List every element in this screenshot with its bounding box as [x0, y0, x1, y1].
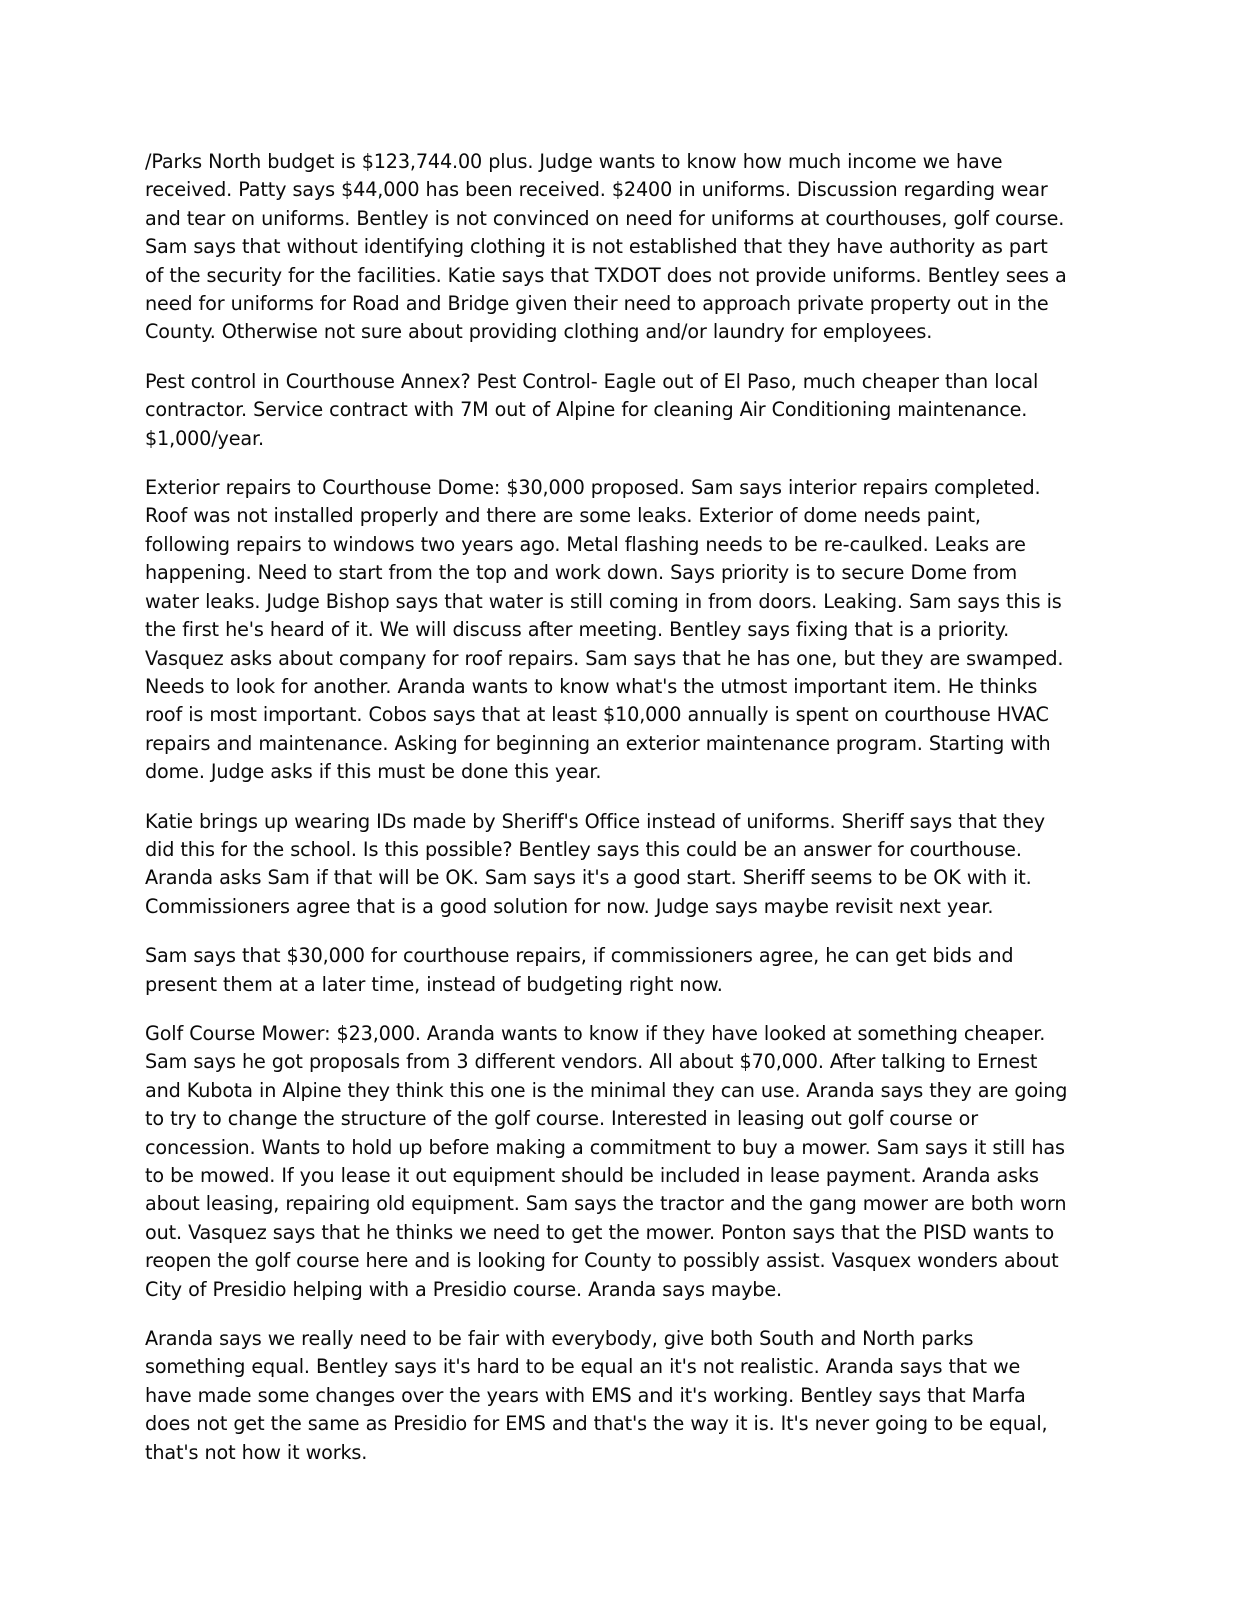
- paragraph: /Parks North budget is $123,744.00 plus. Judge wants to know how much income we have received. Patty says $44,000 has been received. $2400 in uniforms. Discussion regarding wear and tear on uniforms. Bentley is not convinced on need for uniforms at courthouses, golf course. Sam says that without identifying clothing it is not established that they have authority as part of the security for the facilities. Katie says that TXDOT does not provide uniforms. Bentley sees a need for uniforms for Road and Bridge given their need to approach private property out in the County. Otherwise not sure about providing clothing and/or laundry for employees.: [145, 150, 1067, 344]
- document-body: [145, 148, 1069, 1467]
- paragraph: Exterior repairs to Courthouse Dome: $30,000 proposed. Sam says interior repairs completed. Roof was not installed properly and there are some leaks. Exterior of dome needs paint, following repairs to windows two years ago. Metal flashing needs to be re-caulked. Leaks are happening. Need to start from the top and work down. Says priority is to secure Dome from water leaks. Judge Bishop says that water is still coming in from doors. Leaking. Sam says this is the first he's heard of it. We will discuss after meeting. Bentley says fixing that is a priority. Vasquez asks about company for roof repairs. Sam says that he has one, but they are swamped. Needs to look for another. Aranda wants to know what's the utmost important item. He thinks roof is most important. Cobos says that at least $10,000 annually is spent on courthouse HVAC repairs and maintenance. Asking for beginning an exterior maintenance program. Starting with dome. Judge asks if this must be done this year.: [145, 476, 1064, 784]
- paragraph: Golf Course Mower: $23,000. Aranda wants to know if they have looked at something cheaper. Sam says he got proposals from 3 different vendors. All about $70,000. After talking to Ernest and Kubota in Alpine they think this one is the minimal they can use. Aranda says they are going to try to change the structure of the golf course. Interested in leasing out golf course or concession. Wants to hold up before making a commitment to buy a mower. Sam says it still has to be mowed. If you lease it out equipment should be included in lease payment. Aranda asks about leasing, repairing old equipment. Sam says the tractor and the gang mower are both worn out. Vasquez says that he thinks we need to get the mower. Ponton says that the PISD wants to reopen the golf course here and is looking for County to possibly assist. Vasquex wonders about City of Presidio helping with a Presidio course. Aranda says maybe.: [145, 1021, 1068, 1301]
- paragraph: Katie brings up wearing IDs made by Sheriff's Office instead of uniforms. Sheriff says that they did this for the school. Is this possible? Bentley says this could be an answer for courthouse. Aranda asks Sam if that will be OK. Sam says it's a good start. Sheriff seems to be OK with it. Commissioners agree that is a good solution for now. Judge says maybe revisit next year.: [145, 809, 1046, 918]
- paragraph: Sam says that $30,000 for courthouse repairs, if commissioners agree, he can get bids and present them at a later time, instead of budgeting right now.: [145, 944, 1014, 996]
- paragraph: Pest control in Courthouse Annex? Pest Control- Eagle out of El Paso, much cheaper than local contractor. Service contract with 7M out of Alpine for cleaning Air Conditioning maintenance. $1,000/year.: [145, 369, 1039, 450]
- paragraph: Aranda says we really need to be fair with everybody, give both South and North parks something equal. Bentley says it's hard to be equal an it's not realistic. Aranda says that we have made some changes over the years with EMS and it's working. Bentley says that Marfa does not get the same as Presidio for EMS and that's the way it is. It's never going to be equal, that's not how it works.: [145, 1327, 1048, 1464]
